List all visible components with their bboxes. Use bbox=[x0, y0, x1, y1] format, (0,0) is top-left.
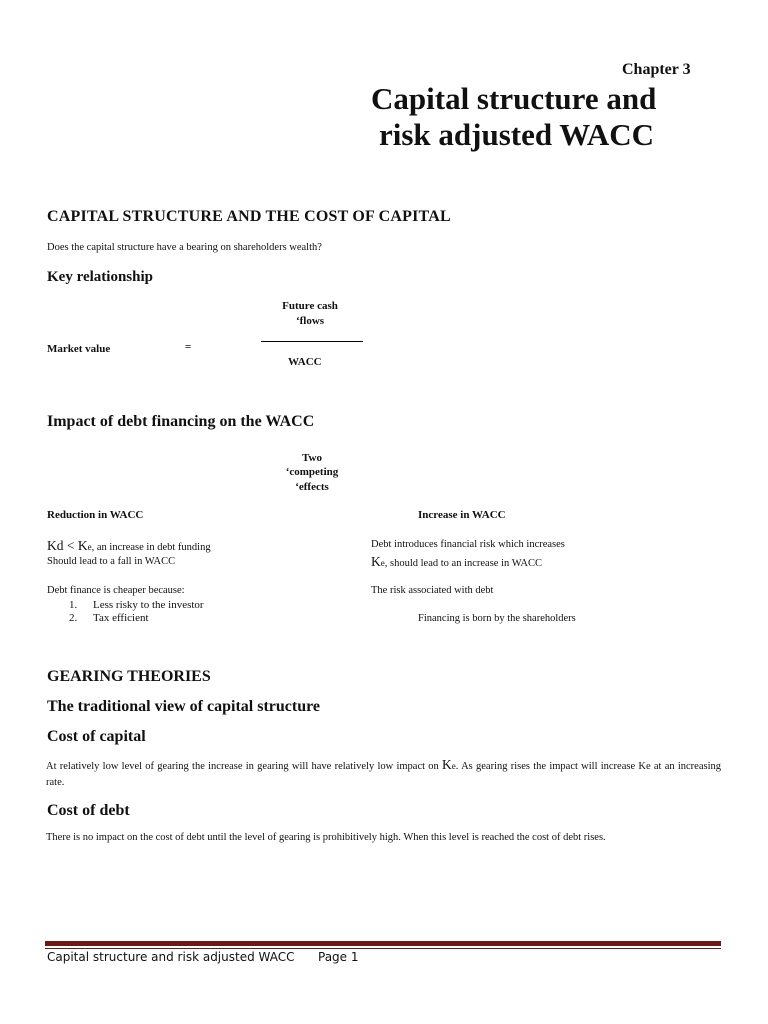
list-item-text: Less risky to the investor bbox=[93, 599, 204, 611]
cost-of-capital-heading: Cost of capital bbox=[47, 728, 146, 745]
financing-born-statement: Financing is born by the shareholders bbox=[418, 613, 576, 624]
section-heading-capital-structure: CAPITAL STRUCTURE AND THE COST OF CAPITAL bbox=[47, 208, 451, 225]
risk-associated-statement: The risk associated with debt bbox=[371, 585, 494, 596]
footer-page-number: Page 1 bbox=[318, 950, 359, 964]
kd-statement-rest: , an increase in debt funding bbox=[91, 542, 211, 553]
cost-of-debt-heading: Cost of debt bbox=[47, 802, 130, 819]
traditional-view-heading: The traditional view of capital structure bbox=[47, 698, 321, 715]
section-heading-gearing-theories: GEARING THEORIES bbox=[47, 668, 211, 685]
cost-of-debt-paragraph: There is no impact on the cost of debt until the level of gearing is prohibitively high. When this level is reached the cost of debt rises. bbox=[46, 832, 606, 843]
cost-of-capital-text-part2: . As gearing rises the impact will increase Ke at an increasing rate. bbox=[46, 761, 722, 788]
fraction-denominator: WACC bbox=[288, 356, 322, 368]
ke-subscript: e bbox=[87, 542, 92, 552]
ke-subscript-inline: e bbox=[451, 761, 456, 771]
debt-cheaper-list bbox=[69, 599, 204, 625]
cost-of-capital-text-part1: At relatively low level of gearing the increase in gearing will have relatively low impact on bbox=[46, 761, 443, 772]
increase-wacc-heading: Increase in WACC bbox=[418, 509, 506, 521]
page-title-line1: Capital structure and bbox=[371, 81, 657, 116]
fraction-numerator-line1: Future cash bbox=[282, 300, 338, 312]
financial-risk-statement: Debt introduces financial risk which increases bbox=[371, 539, 565, 550]
fall-wacc-statement: Should lead to a fall in WACC bbox=[47, 556, 176, 567]
competing-effects-line3: ‘effects bbox=[295, 481, 329, 493]
cost-of-capital-paragraph bbox=[46, 757, 721, 791]
footer-rule-thin bbox=[45, 948, 721, 949]
fraction-numerator-line2: ‘flows bbox=[295, 315, 325, 327]
kd-symbol: Kd < K bbox=[47, 538, 88, 553]
footer-doc-title: Capital structure and risk adjusted WACC bbox=[47, 950, 295, 964]
kd-ke-statement bbox=[47, 538, 211, 554]
debt-cheaper-statement: Debt finance is cheaper because: bbox=[47, 585, 185, 596]
list-item-text: Tax efficient bbox=[93, 612, 149, 624]
ke-statement-rest: , should lead to an increase in WACC bbox=[384, 558, 543, 569]
section-heading-impact-debt: Impact of debt financing on the WACC bbox=[47, 413, 315, 430]
chapter-label: Chapter 3 bbox=[622, 61, 691, 78]
list-item bbox=[69, 599, 204, 612]
competing-effects-line2: ‘competing bbox=[285, 466, 339, 478]
reduction-wacc-heading: Reduction in WACC bbox=[47, 509, 144, 521]
intro-question: Does the capital structure have a bearing on shareholders wealth? bbox=[47, 242, 322, 253]
competing-effects-line1: Two bbox=[302, 452, 322, 464]
market-value-label: Market value bbox=[47, 343, 111, 355]
list-item-number: 2. bbox=[69, 612, 78, 624]
fraction-divider bbox=[261, 341, 363, 342]
ke-symbol: K bbox=[371, 554, 381, 569]
ke-increase-statement bbox=[371, 554, 542, 570]
key-relationship-heading: Key relationship bbox=[47, 269, 153, 285]
ke-symbol-inline: K bbox=[442, 757, 452, 772]
list-item-number: 1. bbox=[69, 599, 78, 611]
footer-rule-thick bbox=[45, 941, 721, 946]
page-title-line2: risk adjusted WACC bbox=[379, 117, 655, 152]
equals-sign: = bbox=[185, 341, 192, 353]
ke-symbol-subscript: e bbox=[380, 558, 385, 568]
list-item bbox=[69, 612, 204, 625]
